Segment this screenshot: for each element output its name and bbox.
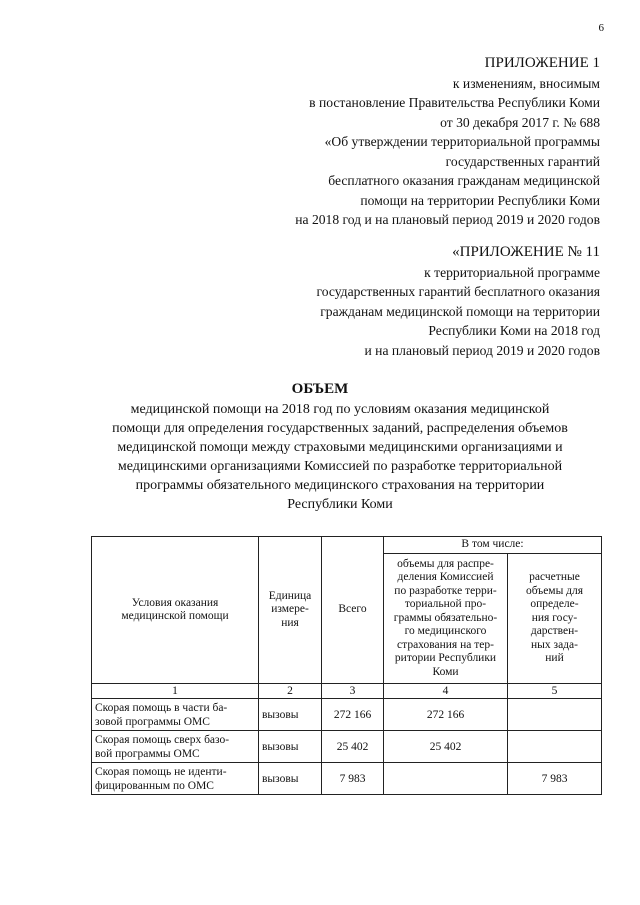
appendix-1-line: в постановление Правительства Республики Коми — [309, 95, 600, 110]
header-text: деления Комиссией — [397, 571, 494, 584]
document-subtitle — [90, 400, 590, 514]
row-estimated — [508, 731, 602, 763]
row-condition — [92, 731, 259, 763]
header-text: Единица — [268, 589, 312, 602]
header-conditions — [92, 537, 259, 684]
row-commission — [384, 763, 508, 795]
appendix-1-line: от 30 декабря 2017 г. № 688 — [440, 114, 600, 130]
appendix-1-line: «Об утверждении территориальной программы — [324, 134, 600, 149]
page-number: 6 — [598, 22, 604, 34]
appendix-11-line: гражданам медицинской помощи на территории — [320, 303, 600, 319]
header-text: ний — [545, 652, 564, 665]
subtitle-line: Республики Коми — [287, 497, 393, 512]
row-unit: вызовы — [259, 763, 322, 795]
appendix-1-block — [295, 54, 600, 230]
row-estimated: 7 983 — [508, 763, 602, 795]
appendix-1-line: государственных гарантий — [445, 153, 600, 169]
header-text: ных зада- — [531, 638, 578, 651]
subtitle-line: помощи для определения государственных заданий, распределения объемов — [112, 421, 568, 436]
row-condition-line: Скорая помощь сверх базо- — [95, 733, 230, 746]
table-row — [92, 763, 602, 795]
subtitle-line: медицинской помощи на 2018 год по условиям оказания медицинской — [130, 402, 550, 417]
row-estimated — [508, 699, 602, 731]
row-condition-line: вой программы ОМС — [95, 747, 200, 760]
header-text: Коми — [432, 665, 459, 678]
header-including: В том числе: — [384, 537, 602, 554]
header-text: дарствен- — [530, 625, 579, 638]
row-condition — [92, 699, 259, 731]
header-text: ритории Республики — [394, 652, 497, 665]
subtitle-line: медицинской помощи между страховыми медицинскими организациями и — [117, 440, 563, 455]
header-text: ния госу- — [531, 611, 578, 624]
appendix-1-line: к изменениям, вносимым — [452, 75, 600, 91]
header-text: медицинской помощи — [121, 610, 229, 622]
document-title: ОБЪЕМ — [291, 381, 349, 397]
subtitle-line: медицинскими организациями Комиссией по разработке территориальной — [117, 459, 563, 474]
appendix-1-line: помощи на территории Республики Коми — [360, 192, 600, 208]
row-unit: вызовы — [259, 731, 322, 763]
header-text: объемы для распре- — [397, 557, 494, 570]
row-condition-line: зовой программы ОМС — [95, 715, 210, 728]
column-number: 2 — [259, 684, 322, 699]
appendix-1-line: бесплатного оказания гражданам медицинской — [328, 173, 600, 188]
row-condition-line: фицированным по ОМС — [95, 779, 214, 792]
header-text: ториальной про- — [404, 598, 487, 611]
subtitle-line: программы обязательного медицинского страхования на территории — [135, 478, 545, 493]
header-text: расчетные — [529, 571, 580, 584]
appendix-1-heading: ПРИЛОЖЕНИЕ 1 — [484, 55, 600, 71]
appendix-11-line: государственных гарантий бесплатного оказания — [316, 284, 600, 299]
header-unit — [259, 537, 322, 684]
row-commission: 272 166 — [384, 699, 508, 731]
header-estimated — [508, 554, 602, 684]
row-commission: 25 402 — [384, 731, 508, 763]
header-text: го медицинского — [404, 625, 487, 638]
row-unit: вызовы — [259, 699, 322, 731]
row-condition-line: Скорая помощь в части ба- — [95, 701, 228, 714]
column-number: 5 — [508, 684, 602, 699]
column-number: 4 — [384, 684, 508, 699]
appendix-1-line: на 2018 год и на плановый период 2019 и 2020 годов — [295, 212, 600, 227]
table-row — [92, 731, 602, 763]
header-commission — [384, 554, 508, 684]
row-condition — [92, 763, 259, 795]
appendix-11-line: и на плановый период 2019 и 2020 годов — [364, 342, 600, 358]
table-row — [92, 699, 602, 731]
column-number-row — [92, 684, 602, 699]
appendix-11-block — [316, 243, 600, 360]
column-number: 3 — [322, 684, 384, 699]
header-text: определе- — [530, 598, 579, 611]
row-condition-line: Скорая помощь не иденти- — [95, 765, 227, 778]
volume-table — [91, 536, 602, 795]
column-number: 1 — [92, 684, 259, 699]
row-total: 25 402 — [322, 731, 384, 763]
header-text: объемы для — [525, 584, 584, 597]
row-total: 272 166 — [322, 699, 384, 731]
header-text: ния — [281, 616, 299, 629]
header-text: страхования на тер- — [397, 638, 494, 651]
appendix-11-heading: «ПРИЛОЖЕНИЕ № 11 — [452, 244, 600, 260]
appendix-11-line: Республики Коми на 2018 год — [428, 323, 600, 338]
row-total: 7 983 — [322, 763, 384, 795]
header-text: граммы обязательно- — [393, 611, 498, 624]
header-text: Условия оказания — [131, 596, 219, 609]
appendix-11-line: к территориальной программе — [424, 264, 600, 280]
header-text: по разработке терри- — [394, 584, 497, 597]
header-text: измере- — [271, 603, 309, 616]
header-total: Всего — [322, 537, 384, 684]
